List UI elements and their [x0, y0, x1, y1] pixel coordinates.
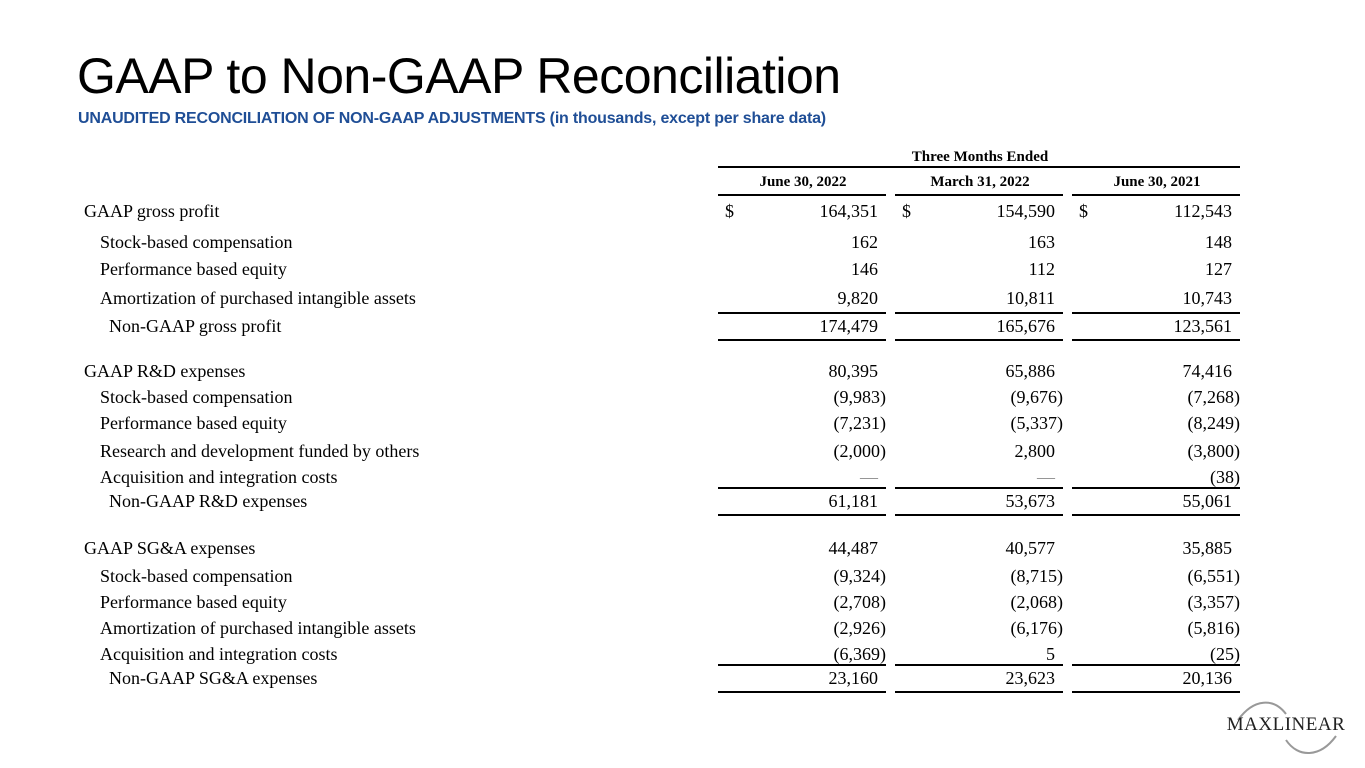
logo-text: MAXLINEAR	[1226, 714, 1346, 735]
table-row	[0, 201, 1365, 223]
cell-value: 163	[1028, 232, 1055, 252]
column-header: June 30, 2021	[1113, 174, 1201, 190]
subtotal-rule	[895, 487, 1063, 489]
total-rule	[718, 514, 886, 516]
cell-value: (8,249)	[1187, 413, 1240, 433]
cell-value: 165,676	[996, 316, 1055, 336]
row-label: Performance based equity	[100, 413, 287, 433]
total-rule	[718, 339, 886, 341]
table-row	[0, 491, 1365, 513]
cell-value: (8,715)	[1010, 566, 1063, 586]
cell-value: (9,676)	[1010, 387, 1063, 407]
row-label: Acquisition and integration costs	[100, 644, 338, 664]
row-label: Stock-based compensation	[100, 232, 293, 252]
rule	[1072, 194, 1240, 196]
cell-value: 10,743	[1182, 288, 1232, 308]
cell-value: 35,885	[1182, 538, 1232, 558]
total-rule	[895, 514, 1063, 516]
cell-value: 44,487	[828, 538, 878, 558]
subtotal-rule	[895, 312, 1063, 314]
cell-value: (9,983)	[833, 387, 886, 407]
column-header: June 30, 2022	[759, 174, 847, 190]
row-label: Acquisition and integration costs	[100, 467, 338, 487]
cell-value: 74,416	[1182, 361, 1232, 381]
subtotal-rule	[895, 664, 1063, 666]
row-label: Performance based equity	[100, 259, 287, 279]
subtotal-rule	[718, 487, 886, 489]
row-label: GAAP gross profit	[84, 201, 220, 221]
cell-value: 162	[851, 232, 878, 252]
table-row	[0, 387, 1365, 409]
row-label: Amortization of purchased intangible assets	[100, 288, 416, 308]
cell-value: (2,000)	[833, 441, 886, 461]
table-row	[0, 361, 1365, 383]
cell-value: 112	[1028, 259, 1055, 279]
rule	[895, 194, 1063, 196]
table-row	[0, 566, 1365, 588]
cell-value: 40,577	[1005, 538, 1055, 558]
cell-value: (3,357)	[1187, 592, 1240, 612]
row-label: Performance based equity	[100, 592, 287, 612]
cell-value: (2,068)	[1010, 592, 1063, 612]
subtotal-rule	[1072, 312, 1240, 314]
cell-value: (3,800)	[1187, 441, 1240, 461]
table-row	[0, 413, 1365, 435]
currency-symbol: $	[902, 201, 911, 221]
total-rule	[1072, 691, 1240, 693]
table-row	[0, 644, 1365, 666]
total-rule	[895, 339, 1063, 341]
rule	[718, 166, 1240, 168]
row-label: GAAP R&D expenses	[84, 361, 246, 381]
subtotal-rule	[1072, 487, 1240, 489]
column-header: March 31, 2022	[930, 174, 1030, 190]
table-row	[0, 538, 1365, 560]
cell-value: 65,886	[1005, 361, 1055, 381]
table-row	[0, 259, 1365, 281]
cell-value: (5,816)	[1187, 618, 1240, 638]
cell-value: 53,673	[1005, 491, 1055, 511]
cell-value: 20,136	[1182, 668, 1232, 688]
row-label: Non-GAAP gross profit	[109, 316, 282, 336]
cell-value: 5	[1046, 644, 1055, 664]
table-row	[0, 232, 1365, 254]
cell-value: (25)	[1210, 644, 1240, 664]
page-subtitle: UNAUDITED RECONCILIATION OF NON-GAAP ADJUSTMENTS (in thousands, except per share data)	[78, 110, 826, 127]
cell-value: (2,708)	[833, 592, 886, 612]
subtotal-rule	[718, 312, 886, 314]
row-label: GAAP SG&A expenses	[84, 538, 256, 558]
cell-value: 23,623	[1005, 668, 1055, 688]
cell-value: 123,561	[1173, 316, 1232, 336]
cell-value: 174,479	[819, 316, 878, 336]
currency-symbol: $	[1079, 201, 1088, 221]
row-label: Non-GAAP SG&A expenses	[109, 668, 318, 688]
total-rule	[1072, 339, 1240, 341]
row-label: Stock-based compensation	[100, 387, 293, 407]
cell-value: 148	[1205, 232, 1232, 252]
cell-value: (2,926)	[833, 618, 886, 638]
cell-value: 2,800	[1014, 441, 1055, 461]
cell-value: 164,351	[819, 201, 878, 221]
row-label: Research and development funded by others	[100, 441, 420, 461]
cell-value: 127	[1205, 259, 1232, 279]
cell-value: 10,811	[1006, 288, 1055, 308]
row-label: Stock-based compensation	[100, 566, 293, 586]
cell-value: 154,590	[996, 201, 1055, 221]
cell-value: (7,231)	[833, 413, 886, 433]
total-rule	[718, 691, 886, 693]
cell-value: 55,061	[1182, 491, 1232, 511]
cell-value: —	[860, 467, 878, 487]
cell-value: 112,543	[1174, 201, 1232, 221]
subtotal-rule	[718, 664, 886, 666]
rule	[718, 194, 886, 196]
cell-value: 61,181	[828, 491, 878, 511]
maxlinear-logo	[1224, 700, 1348, 756]
page-title: GAAP to Non-GAAP Reconciliation	[77, 48, 841, 104]
cell-value: (6,369)	[833, 644, 886, 664]
table-row	[0, 668, 1365, 690]
cell-value: 9,820	[837, 288, 878, 308]
currency-symbol: $	[725, 201, 734, 221]
table-row	[0, 441, 1365, 463]
group-header: Three Months Ended	[911, 149, 1049, 165]
total-rule	[895, 691, 1063, 693]
table-row	[0, 316, 1365, 338]
total-rule	[1072, 514, 1240, 516]
row-label: Amortization of purchased intangible assets	[100, 618, 416, 638]
table-row	[0, 592, 1365, 614]
cell-value: (38)	[1210, 467, 1240, 487]
cell-value: (5,337)	[1010, 413, 1063, 433]
cell-value: (7,268)	[1187, 387, 1240, 407]
cell-value: (6,176)	[1010, 618, 1063, 638]
row-label: Non-GAAP R&D expenses	[109, 491, 308, 511]
subtotal-rule	[1072, 664, 1240, 666]
table-row	[0, 288, 1365, 310]
cell-value: (9,324)	[833, 566, 886, 586]
table-row	[0, 618, 1365, 640]
cell-value: (6,551)	[1187, 566, 1240, 586]
cell-value: —	[1037, 467, 1055, 487]
cell-value: 146	[851, 259, 878, 279]
cell-value: 23,160	[828, 668, 878, 688]
table-row	[0, 467, 1365, 489]
cell-value: 80,395	[828, 361, 878, 381]
